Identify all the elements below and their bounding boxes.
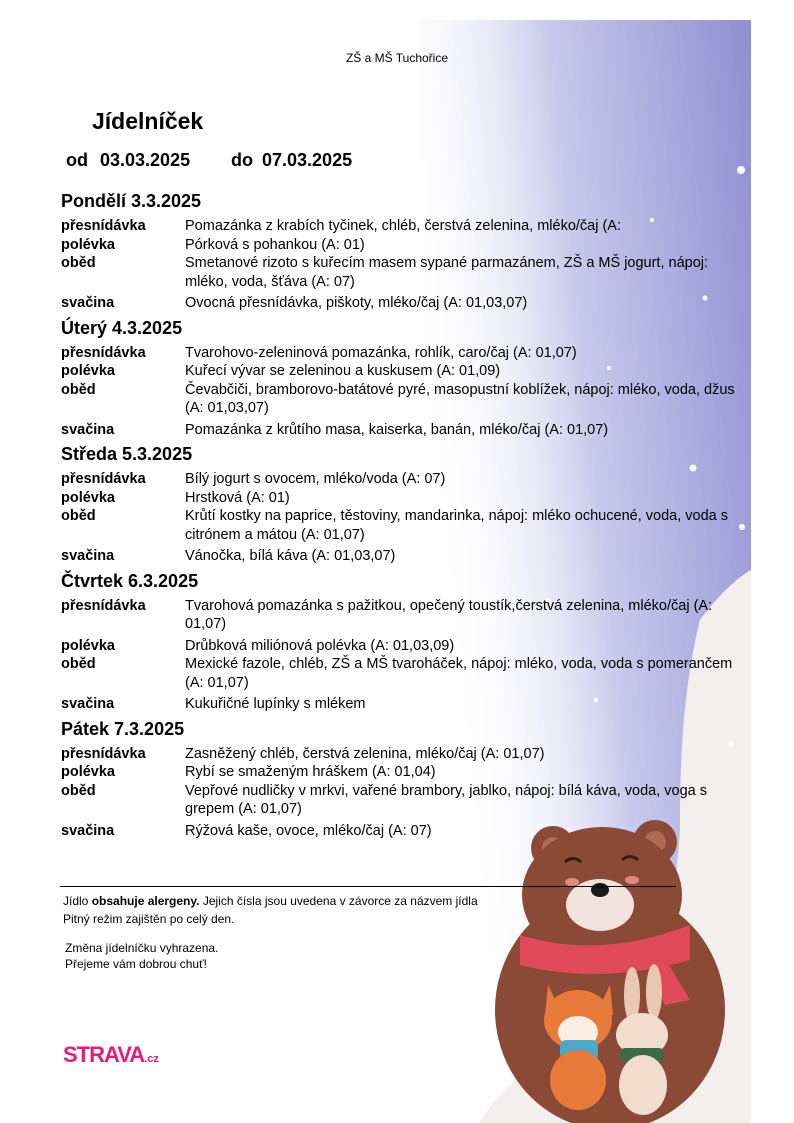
meal-row — [61, 547, 751, 566]
meal-text: Mexické fazole, chléb, ZŠ a MŠ tvaroháček, nápoj: mléko, voda, voda s pomerančem (A: 01,07) — [185, 656, 733, 691]
meal-text: Tvarohovo-zeleninová pomazánka, rohlík, caro/čaj (A: 01,07) — [185, 344, 577, 361]
meal-label: přesnídávka — [61, 471, 146, 487]
meal-row — [61, 470, 751, 489]
day-title: Úterý 4.3.2025 — [61, 317, 183, 338]
meal-row — [61, 254, 751, 291]
meal-row — [61, 655, 751, 692]
to-date: 07.03.2025 — [262, 150, 353, 170]
meal-row — [61, 695, 751, 714]
meal-label: přesnídávka — [61, 344, 146, 361]
meal-text: Hrstková (A: 01) — [185, 489, 290, 506]
meal-label: svačina — [61, 421, 115, 438]
meal-text: Ovocná přesnídávka, piškoty, mléko/čaj (A: 01,03,07) — [185, 295, 528, 311]
from-date: 03.03.2025 — [100, 150, 191, 170]
day-monday — [61, 189, 751, 313]
meal-text: Bílý jogurt s ovocem, mléko/voda (A: 07) — [185, 471, 446, 487]
meal-row — [61, 782, 751, 819]
meal-row — [61, 637, 751, 656]
meal-text: Tvarohová pomazánka s pažitkou, opečený toustík,čerstvá zelenina, mléko/čaj (A: 01,07) — [185, 597, 713, 632]
meal-text: Krůtí kostky na paprice, těstoviny, mandarinka, nápoj: mléko ochucené, voda, voda s citrónem a mátou (A: 01,07) — [185, 508, 728, 543]
weekly-menu — [61, 189, 751, 840]
meal-text: Pomazánka z krůtího masa, kaiserka, banán, mléko/čaj (A: 01,07) — [185, 421, 609, 438]
logo-main: STRAVA — [63, 1042, 145, 1067]
page-title: Jídelníček — [92, 108, 204, 134]
divider — [60, 886, 676, 887]
allergen-notes — [63, 892, 478, 928]
allergen-post: Jejich čísla jsou uvedena v závorce za názvem jídla — [199, 894, 478, 908]
allergen-line — [63, 892, 478, 910]
wish-note: Přejeme vám dobrou chuť! — [65, 957, 207, 971]
meal-label: polévka — [61, 764, 115, 780]
meal-row — [61, 381, 751, 418]
day-title: Pátek 7.3.2025 — [61, 718, 185, 739]
day-title: Středa 5.3.2025 — [61, 444, 193, 464]
meal-row — [61, 236, 751, 255]
logo-suffix: .cz — [144, 1053, 159, 1065]
meal-label: přesnídávka — [61, 597, 146, 614]
change-note: Změna jídelníčku vyhrazena. — [65, 941, 219, 955]
meal-text: Rýžová kaše, ovoce, mléko/čaj (A: 07) — [185, 822, 432, 839]
meal-text: Pomazánka z krabích tyčinek, chléb, čerstvá zelenina, mléko/čaj (A: — [185, 218, 621, 234]
meal-label: svačina — [61, 548, 115, 564]
meal-text: Pórková s pohankou (A: 01) — [185, 236, 365, 253]
meal-row — [61, 507, 751, 544]
meal-row — [61, 822, 751, 841]
meal-label: svačina — [61, 822, 115, 839]
meal-label: polévka — [61, 489, 115, 506]
meal-text: Vánočka, bílá káva (A: 01,03,07) — [185, 548, 396, 564]
meal-text: Drůbková miliónová polévka (A: 01,03,09) — [185, 637, 455, 654]
meal-label: polévka — [61, 236, 115, 253]
meal-text: Rybí se smaženým hráškem (A: 01,04) — [185, 764, 436, 780]
meal-label: oběd — [61, 782, 96, 799]
school-name: ZŠ a MŠ Tuchořice — [345, 51, 449, 65]
meal-label: oběd — [61, 381, 96, 398]
from-label: od — [66, 150, 88, 170]
allergen-bold: obsahuje alergeny. — [91, 894, 200, 908]
meal-label: polévka — [61, 363, 115, 379]
allergen-pre: Jídlo — [63, 894, 92, 908]
day-thursday — [61, 569, 751, 714]
meal-text: Kukuřičné lupínky s mlékem — [185, 696, 366, 712]
meal-label: přesnídávka — [61, 218, 146, 234]
meal-label: svačina — [61, 295, 115, 311]
to-label: do — [231, 150, 253, 170]
meal-label: oběd — [61, 508, 96, 524]
meal-text: Smetanové rizoto s kuřecím masem sypané parmazánem, ZŠ a MŠ jogurt, nápoj: mléko, voda, šťáva (A: 07) — [185, 255, 709, 290]
day-friday — [61, 717, 751, 841]
meal-row — [61, 597, 751, 634]
date-range — [66, 150, 352, 171]
meal-text: Vepřové nudličky v mrkvi, vařené brambory, jablko, nápoj: bílá káva, voda, voga s grepem (A: 01,07) — [185, 782, 707, 817]
meal-row — [61, 421, 751, 440]
meal-row — [61, 344, 751, 363]
meal-text: Zasněžený chléb, čerstvá zelenina, mléko/čaj (A: 01,07) — [185, 745, 545, 762]
drinking-note: Pitný režim zajištěn po celý den. — [63, 912, 235, 926]
meal-label: svačina — [61, 696, 115, 712]
meal-label: oběd — [61, 255, 96, 271]
meal-label: polévka — [61, 637, 115, 654]
meal-row — [61, 489, 751, 508]
meal-label: oběd — [61, 656, 96, 672]
day-title: Čtvrtek 6.3.2025 — [61, 570, 199, 591]
meal-text: Kuřecí vývar se zeleninou a kuskusem (A: 01,09) — [185, 363, 501, 379]
meal-row — [61, 745, 751, 764]
meal-text: Čevabčiči, bramborovo-batátové pyré, masopustní koblížek, nápoj: mléko, voda, džus (A: 01,03,07) — [185, 381, 735, 416]
day-title: Pondělí 3.3.2025 — [61, 191, 202, 211]
meal-row — [61, 294, 751, 313]
day-tuesday — [61, 316, 751, 440]
meal-row — [61, 362, 751, 381]
meal-label: přesnídávka — [61, 745, 146, 762]
meal-row — [61, 763, 751, 782]
day-wednesday — [61, 442, 751, 566]
closing-notes — [65, 940, 218, 972]
strava-logo[interactable] — [63, 1042, 159, 1068]
meal-row — [61, 217, 751, 236]
